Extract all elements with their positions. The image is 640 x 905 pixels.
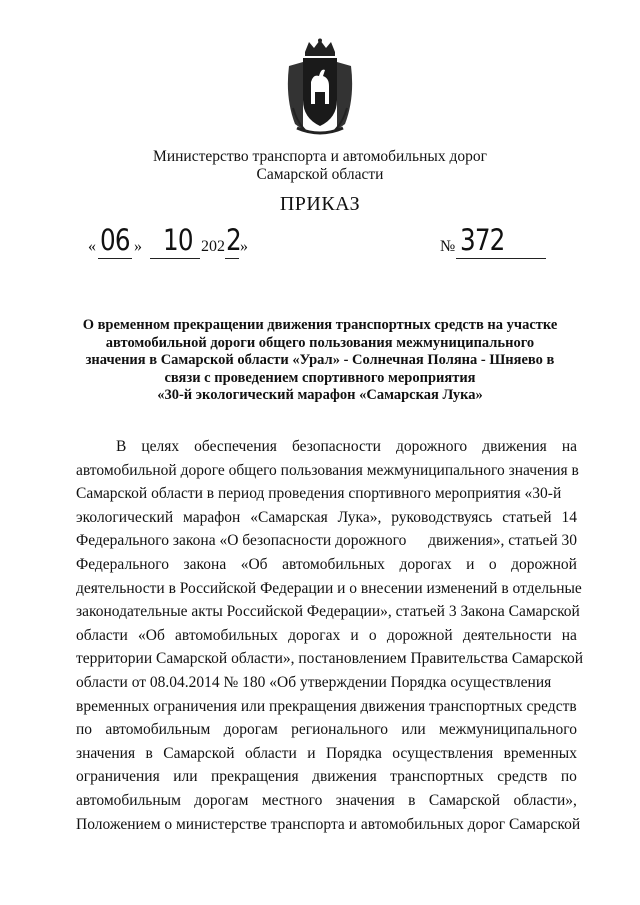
body-line xyxy=(76,742,577,766)
body-word: временных ограничения или прекращения движения транспортных средств xyxy=(76,697,577,715)
body-word: автомобильных xyxy=(175,626,278,644)
body-word: движения xyxy=(482,438,547,455)
body-word: временных xyxy=(503,744,577,762)
body-word: деятельности в Российской Федерации и о внесении изменений в отдельные xyxy=(76,579,582,597)
subject-line: «30-й экологический марафон «Самарская Лука» xyxy=(157,387,483,403)
number-sign: № xyxy=(440,238,456,255)
body-line xyxy=(76,529,577,553)
body-word: Федерального xyxy=(76,555,170,573)
ministry-line-1: Министерство транспорта и автомобильных дорог xyxy=(153,148,487,165)
year-prefix: 202 xyxy=(201,238,225,255)
body-word: дорогах xyxy=(399,555,452,573)
body-word: средств xyxy=(497,768,548,786)
body-word: ограничения xyxy=(76,768,160,786)
body-word: экологический xyxy=(76,508,174,526)
body-word: Лука», xyxy=(337,508,382,526)
body-word: целях xyxy=(141,438,180,455)
body-word: законодательные акты Российской Федерации», статьей 3 Закона Самарской xyxy=(76,603,580,621)
body-word: осуществления xyxy=(392,744,494,762)
body-word: и xyxy=(350,626,359,644)
body-line xyxy=(76,695,577,719)
body-line xyxy=(76,671,577,695)
body-line xyxy=(76,577,582,601)
order-body xyxy=(76,435,584,836)
body-word: Положением о министерстве транспорта и автомобильных дорог Самарской xyxy=(76,815,581,833)
body-word: дорогах xyxy=(288,626,341,644)
date-open-quote: « xyxy=(88,238,96,255)
body-word: Самарской xyxy=(428,791,501,809)
subject-line: связи с проведением спортивного мероприятия xyxy=(164,369,476,386)
body-line xyxy=(76,435,577,459)
month-underline xyxy=(150,258,200,259)
body-word: дорогам xyxy=(223,721,278,739)
body-word: на xyxy=(561,626,577,644)
body-word: автомобильных xyxy=(282,555,385,573)
body-line xyxy=(76,813,581,837)
body-line xyxy=(76,459,577,483)
order-title: ПРИКАЗ xyxy=(279,193,361,215)
body-line xyxy=(76,506,577,530)
body-word: в xyxy=(145,744,153,762)
body-word: значения xyxy=(335,791,395,809)
body-word: и xyxy=(466,555,475,573)
body-word: дорожной xyxy=(386,626,453,644)
body-word: Порядка xyxy=(325,744,382,762)
body-word: В xyxy=(116,438,127,455)
body-word: движения xyxy=(312,768,377,786)
body-word: в xyxy=(408,791,416,809)
body-word: транспортных xyxy=(390,768,484,786)
body-word: закона xyxy=(183,555,227,573)
body-word: о xyxy=(368,626,377,644)
body-word: автомобильным xyxy=(76,791,181,809)
ministry-line-2: Самарской области xyxy=(256,166,384,183)
order-subject xyxy=(70,317,570,405)
body-word: «Об xyxy=(240,555,268,573)
body-word: безопасности xyxy=(291,438,381,455)
body-word: руководствуясь xyxy=(391,508,493,526)
body-line xyxy=(76,647,584,671)
order-number-value: 372 xyxy=(460,223,505,257)
date-close-quote: » xyxy=(134,238,142,255)
body-word: дорожной xyxy=(511,555,577,573)
body-word: марафон xyxy=(183,508,241,526)
body-word: деятельности xyxy=(462,626,552,644)
body-line xyxy=(76,553,577,577)
body-word: на xyxy=(561,438,577,455)
year-underline xyxy=(225,258,239,259)
ministry-name xyxy=(0,148,640,184)
subject-line: автомобильной дороги общего пользования межмуниципального xyxy=(105,334,535,351)
year-suffix: » xyxy=(240,238,248,255)
order-month: 10 xyxy=(163,223,193,257)
body-word: области xyxy=(76,626,128,644)
body-word: регионального xyxy=(291,721,388,739)
order-day: 06 xyxy=(100,223,130,257)
body-word: значения xyxy=(76,744,136,762)
body-word: автомобильным xyxy=(105,721,211,739)
body-word: области», xyxy=(513,791,577,809)
body-word: местного xyxy=(261,791,323,809)
body-word: по xyxy=(560,768,577,786)
body-word: и xyxy=(307,744,316,762)
body-word: области xyxy=(244,744,297,762)
body-word: межмуниципального xyxy=(438,721,577,739)
body-word: движения», статьей 30 xyxy=(428,532,577,550)
body-line xyxy=(76,765,577,789)
body-word: Самарской области в период проведения спортивного мероприятия «30-й xyxy=(76,485,562,503)
subject-line: О временном прекращении движения транспортных средств на участке xyxy=(82,317,558,333)
body-word: по xyxy=(76,721,93,739)
body-word: территории Самарской области», постановлением Правительства Самарской xyxy=(76,650,584,668)
body-word: Федерального закона «О безопасности дорожного xyxy=(76,532,407,550)
body-word: о xyxy=(488,555,497,573)
coat-of-arms-icon xyxy=(283,38,357,136)
order-year-digit: 2 xyxy=(226,223,241,257)
body-line xyxy=(76,600,580,624)
body-line xyxy=(76,482,577,506)
body-word: Самарской xyxy=(163,744,235,762)
body-word: дорожного xyxy=(395,438,468,455)
body-line xyxy=(76,718,577,742)
day-underline xyxy=(98,258,132,259)
body-word: статьей xyxy=(502,508,552,526)
subject-line: значения в Самарской области «Урал» - Солнечная Поляна - Шняево в xyxy=(85,352,555,368)
body-word: области от 08.04.2014 № 180 «Об утверждении Порядка осуществления xyxy=(76,673,552,691)
body-word: «Об xyxy=(138,626,165,644)
body-word: или xyxy=(173,768,198,786)
body-word: обеспечения xyxy=(194,438,277,455)
body-word: «Самарская xyxy=(250,508,328,526)
body-word: дорогам xyxy=(194,791,249,809)
body-word: или xyxy=(401,721,426,739)
body-word: 14 xyxy=(561,508,577,526)
body-line xyxy=(76,624,577,648)
body-line xyxy=(76,789,577,813)
number-underline xyxy=(456,258,546,259)
body-word: автомобильной дороге общего пользования межмуниципального значения в xyxy=(76,461,579,479)
body-word: прекращения xyxy=(211,768,299,786)
